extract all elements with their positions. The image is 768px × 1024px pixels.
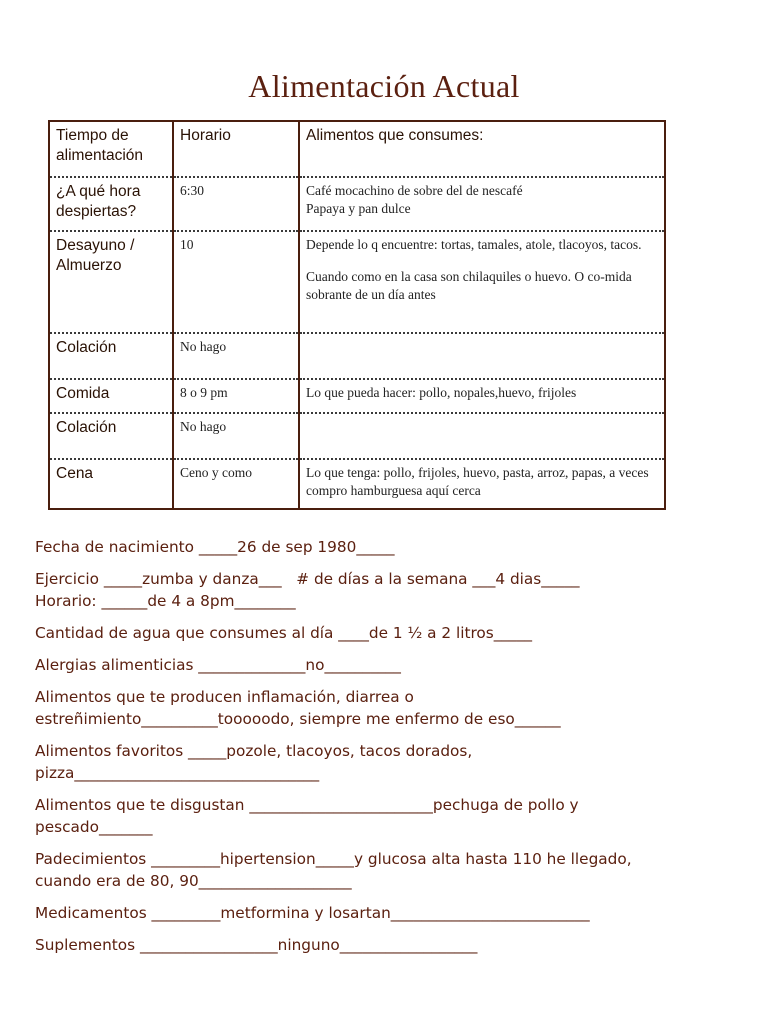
exercise-field: Ejercicio _____zumba y danza___ # de días a la semana ___4 dias_____ Horario: ______de 4 a 8pm________: [35, 570, 580, 610]
row-time: 10: [173, 231, 299, 333]
row-food: [299, 177, 665, 231]
conditions-field: Padecimientos _________hipertension_____y glucosa alta hasta 110 he llegado, cuando era de 80, 90____________________: [35, 850, 632, 890]
disliked-foods-field: Alimentos que te disgustan ________________________pechuga de pollo y pescado_______: [35, 796, 579, 836]
inflammation-foods-field: Alimentos que te producen inflamación, diarrea o estreñimiento__________tooooodo, siempre me enfermo de eso______: [35, 688, 561, 728]
row-time: 6:30: [173, 177, 299, 231]
table-row: [49, 177, 665, 231]
row-time: 8 o 9 pm: [173, 379, 299, 413]
table-row: [49, 413, 665, 459]
supplements-field: Suplementos __________________ninguno__________________: [35, 936, 478, 954]
row-time: No hago: [173, 413, 299, 459]
row-label: Colación: [49, 333, 173, 379]
favorite-foods-field: Alimentos favoritos _____pozole, tlacoyos, tacos dorados, pizza________________________________: [35, 742, 473, 782]
food-line: Lo que tenga: pollo, frijoles, huevo, pasta, arroz, papas, a veces compro hamburguesa aquí cerca: [306, 465, 649, 498]
meal-schedule-table: [48, 120, 666, 510]
header-tiempo: Tiempo de alimentación: [49, 121, 173, 177]
table-row: [49, 231, 665, 333]
medications-field: Medicamentos _________metformina y losartan__________________________: [35, 904, 590, 922]
table-row: [49, 333, 665, 379]
food-line: Café mocachino de sobre del de nescafé: [306, 183, 523, 198]
row-label: Colación: [49, 413, 173, 459]
row-label: Desayuno / Almuerzo: [49, 231, 173, 333]
food-line: Lo que pueda hacer: pollo, nopales,huevo, frijoles: [306, 385, 577, 400]
row-food: [299, 459, 665, 509]
birthdate-field: Fecha de nacimiento _____26 de sep 1980_____: [35, 538, 395, 556]
row-food: [299, 333, 665, 379]
table-row: [49, 459, 665, 509]
allergies-field: Alergias alimenticias ______________no__________: [35, 656, 401, 674]
food-line: Papaya y pan dulce: [306, 201, 411, 216]
table-row: [49, 379, 665, 413]
header-horario: Horario: [173, 121, 299, 177]
page-title: Alimentación Actual: [248, 68, 520, 104]
row-food: [299, 413, 665, 459]
food-line: Cuando como en la casa son chilaquiles o huevo. O co-mida sobrante de un día antes: [306, 269, 632, 302]
header-alimentos: Alimentos que consumes:: [299, 121, 665, 177]
row-label: ¿A qué hora despiertas?: [49, 177, 173, 231]
questionnaire: [35, 536, 750, 966]
row-time: No hago: [173, 333, 299, 379]
table-header-row: [49, 121, 665, 177]
row-label: Cena: [49, 459, 173, 509]
row-food: [299, 379, 665, 413]
food-line: Depende lo q encuentre: tortas, tamales, atole, tlacoyos, tacos.: [306, 237, 642, 252]
row-food: [299, 231, 665, 333]
row-time: Ceno y como: [173, 459, 299, 509]
water-intake-field: Cantidad de agua que consumes al día ____de 1 ½ a 2 litros_____: [35, 624, 532, 642]
row-label: Comida: [49, 379, 173, 413]
